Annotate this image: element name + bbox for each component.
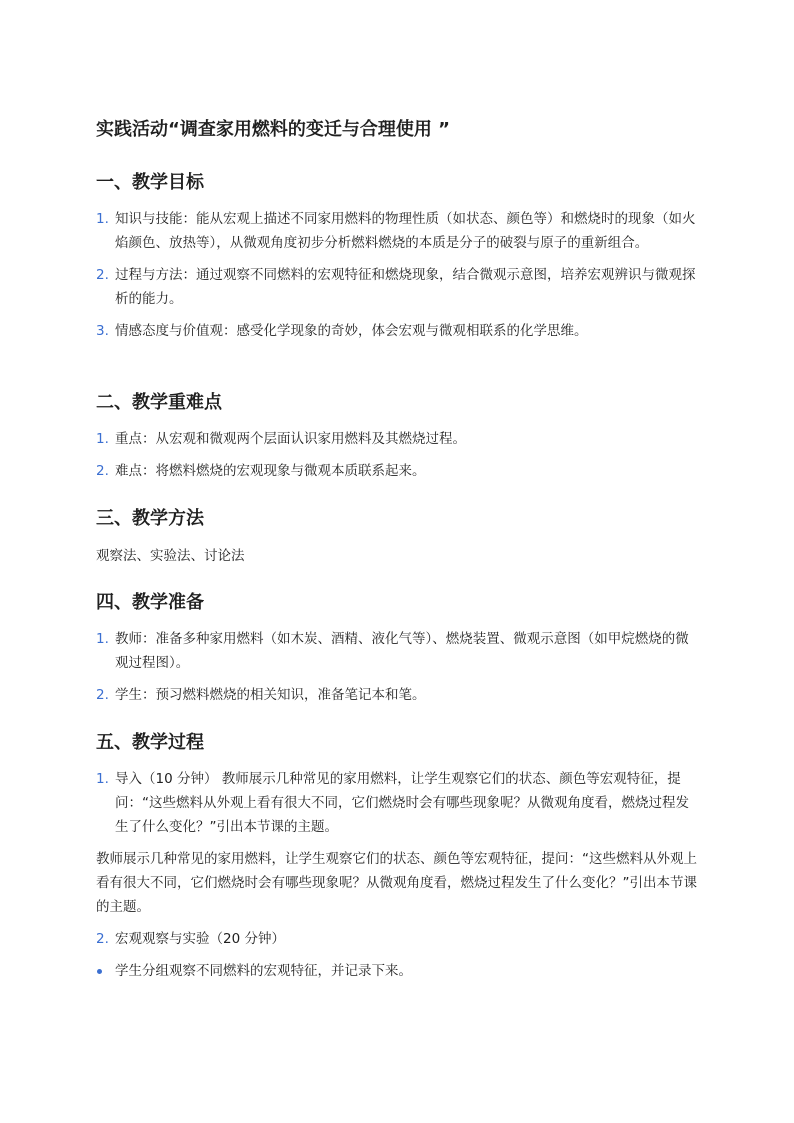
list-item xyxy=(96,767,700,839)
list-number: 2. xyxy=(96,687,109,703)
list-item-text: 过程与方法：通过观察不同燃料的宏观特征和燃烧现象，结合微观示意图，培养宏观辨识与微观探析的能力。 xyxy=(115,267,696,307)
list-item-text: 宏观观察与实验（20 分钟） xyxy=(115,931,285,947)
list-item xyxy=(96,683,700,707)
bullet-item xyxy=(96,959,700,983)
process-paragraph: 教师展示几种常见的家用燃料，让学生观察它们的状态、颜色等宏观特征，提问：“这些燃料从外观上看有很大不同，它们燃烧时会有哪些现象呢？从微观角度看，燃烧过程发生了什么变化？”引出本节课的主题。 xyxy=(96,851,697,915)
document-title: 实践活动“调查家用燃料的变迁与合理使用 ” xyxy=(96,119,450,140)
list-number: 2. xyxy=(96,267,109,283)
list-item xyxy=(96,207,700,255)
objectives-list xyxy=(96,207,700,351)
list-item xyxy=(96,627,700,675)
list-number: 1. xyxy=(96,211,109,227)
process-list xyxy=(96,767,700,847)
list-item xyxy=(96,927,700,951)
methods-text: 观察法、实验法、讨论法 xyxy=(96,548,245,564)
list-item-text: 导入（10 分钟） 教师展示几种常见的家用燃料，让学生观察它们的状态、颜色等宏观特征，提问：“这些燃料从外观上看有很大不同，它们燃烧时会有哪些现象呢？从微观角度看，燃烧过程发生了什么变化？”引出本节课的主题。 xyxy=(115,771,689,835)
list-number: 1. xyxy=(96,771,109,787)
list-item xyxy=(96,459,700,483)
list-item-text: 学生：预习燃料燃烧的相关知识，准备笔记本和笔。 xyxy=(115,687,426,703)
list-number: 2. xyxy=(96,931,109,947)
list-number: 1. xyxy=(96,431,109,447)
section-heading-preparation: 四、教学准备 xyxy=(96,592,204,613)
bullet-item-text: 学生分组观察不同燃料的宏观特征，并记录下来。 xyxy=(115,963,412,979)
list-item-text: 情感态度与价值观：感受化学现象的奇妙，体会宏观与微观相联系的化学思维。 xyxy=(115,323,588,339)
list-number: 1. xyxy=(96,631,109,647)
section-heading-objectives: 一、教学目标 xyxy=(96,172,204,193)
list-number: 2. xyxy=(96,463,109,479)
process-list-2 xyxy=(96,927,700,959)
list-item-text: 知识与技能：能从宏观上描述不同家用燃料的物理性质（如状态、颜色等）和燃烧时的现象（如火焰颜色、放热等），从微观角度初步分析燃料燃烧的本质是分子的破裂与原子的重新组合。 xyxy=(115,211,696,251)
list-item-text: 重点：从宏观和微观两个层面认识家用燃料及其燃烧过程。 xyxy=(115,431,466,447)
preparation-list xyxy=(96,627,700,715)
list-item-text: 难点：将燃料燃烧的宏观现象与微观本质联系起来。 xyxy=(115,463,426,479)
list-item xyxy=(96,319,700,343)
list-number: 3. xyxy=(96,323,109,339)
bullet-dot-icon xyxy=(97,969,102,974)
section-heading-process: 五、教学过程 xyxy=(96,732,204,753)
list-item xyxy=(96,427,700,451)
key-points-list xyxy=(96,427,700,491)
section-heading-key-points: 二、教学重难点 xyxy=(96,392,222,413)
list-item-text: 教师：准备多种家用燃料（如木炭、酒精、液化气等）、燃烧装置、微观示意图（如甲烷燃烧的微观过程图）。 xyxy=(115,631,689,671)
list-item xyxy=(96,263,700,311)
process-bullet-list xyxy=(96,959,700,991)
section-heading-methods: 三、教学方法 xyxy=(96,508,204,529)
